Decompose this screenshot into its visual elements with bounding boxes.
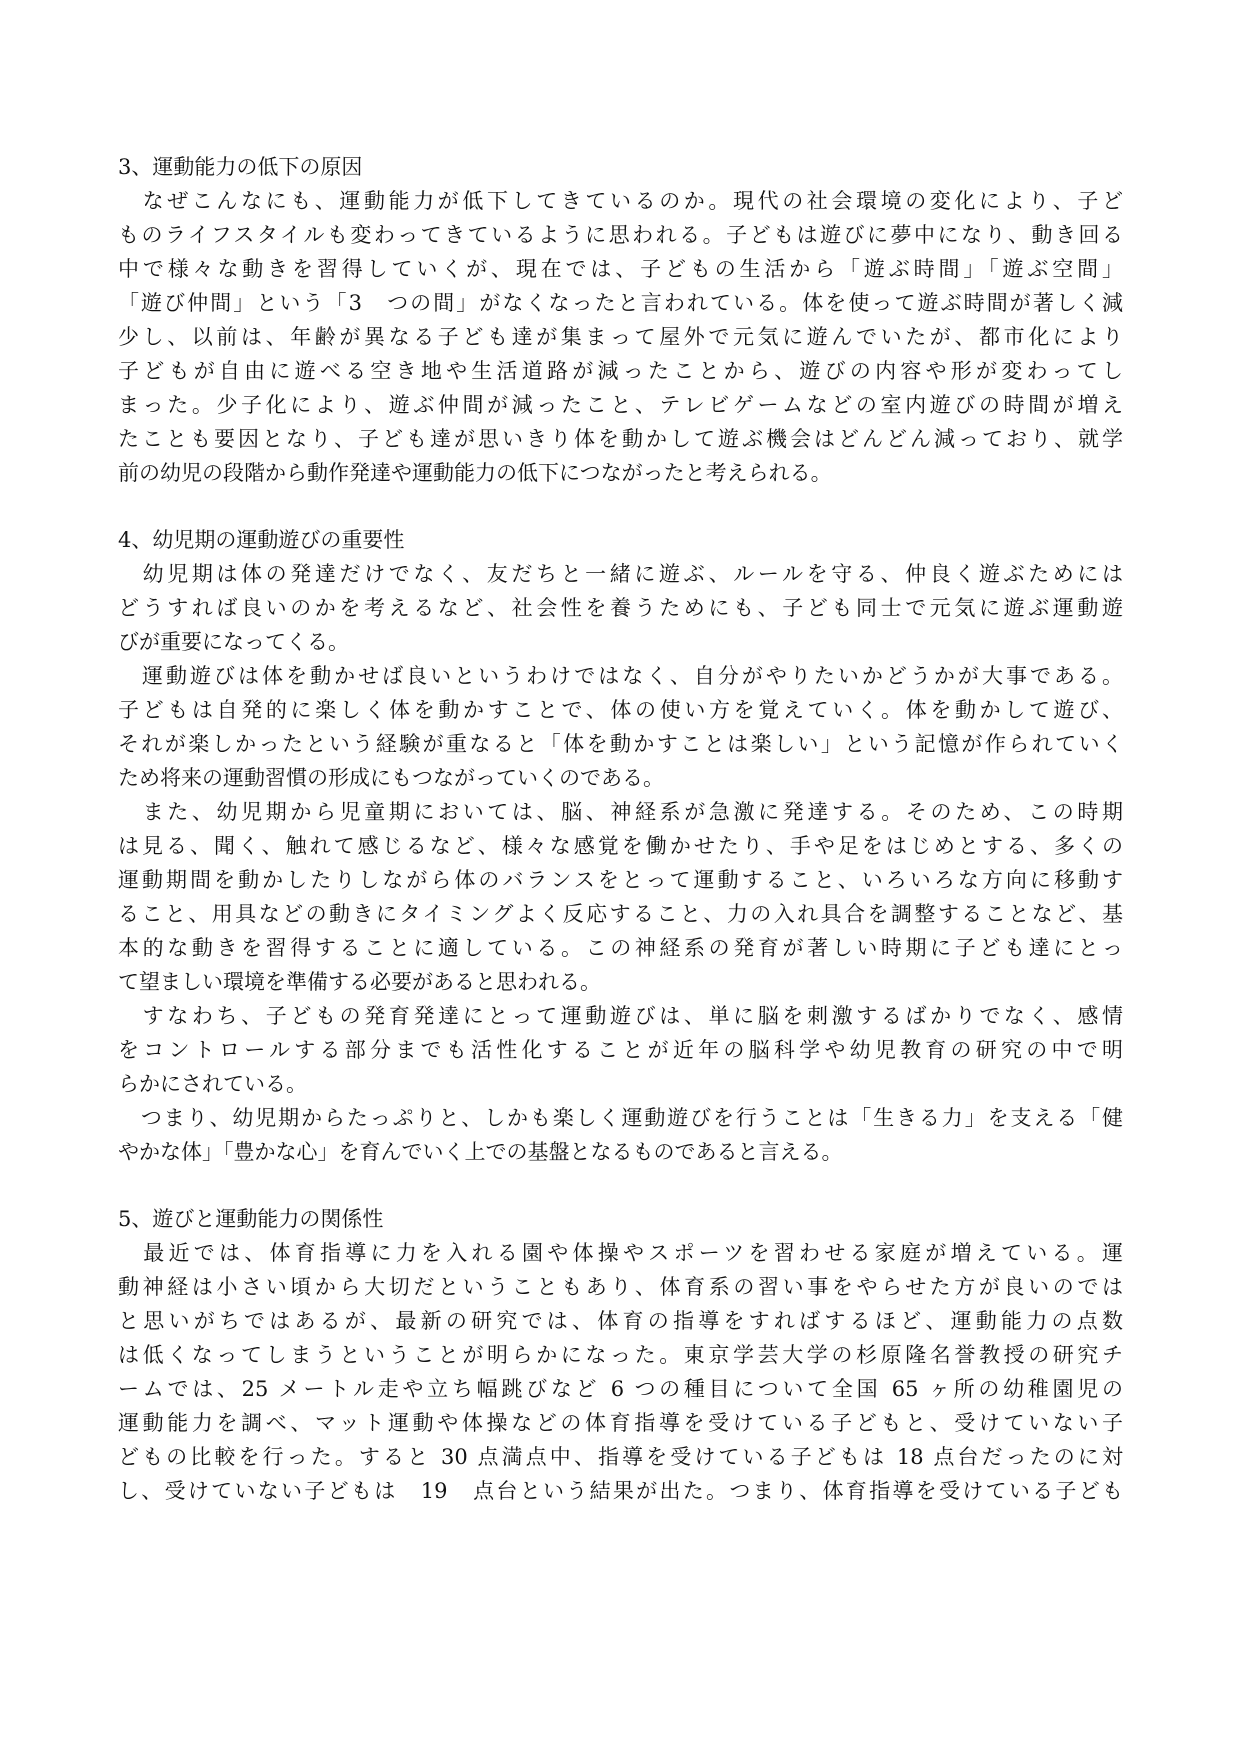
body-text-line: ため将来の運動習慣の形成にもつながっていくのである。 <box>118 766 664 790</box>
body-text-line: し、受けていない子どもは 19 点台という結果が出た。つまり、体育指導を受けている子ども <box>118 1479 1123 1503</box>
body-text-line: ものライフスタイルも変わってきているように思われる。子どもは遊びに夢中になり、動き回る <box>118 223 1123 247</box>
body-text-line: なぜこんなにも、運動能力が低下してきているのか。現代の社会環境の変化により、子ど <box>118 189 1123 213</box>
body-text-line: びが重要になってくる。 <box>118 630 349 654</box>
body-text-line: 幼児期は体の発達だけでなく、友だちと一緒に遊ぶ、ルールを守る、仲良く遊ぶためには <box>118 562 1123 586</box>
section-4 <box>118 523 1123 1169</box>
body-text-line: すなわち、子どもの発育発達にとって運動遊びは、単に脳を刺激するばかりでなく、感情 <box>118 1004 1123 1028</box>
body-text-line: 少し、以前は、年齢が異なる子ども達が集まって屋外で元気に遊んでいたが、都市化により <box>118 325 1123 349</box>
body-text-line: 子どもが自由に遊べる空き地や生活道路が減ったことから、遊びの内容や形が変わってし <box>118 359 1123 383</box>
body-text-line: ームでは、25 メートル走や立ち幅跳びなど 6 つの種目について全国 65 ヶ所の幼稚園児の <box>118 1377 1123 1401</box>
body-text-line: 本的な動きを習得することに適している。この神経系の発育が著しい時期に子ども達にとっ <box>118 936 1123 960</box>
section-3 <box>118 150 1123 490</box>
document-page <box>118 150 1123 1541</box>
body-text-line: 運動遊びは体を動かせば良いというわけではなく、自分がやりたいかどうかが大事である。 <box>118 664 1123 688</box>
section-heading: 4、幼児期の運動遊びの重要性 <box>118 528 405 552</box>
body-text-line: まった。少子化により、遊ぶ仲間が減ったこと、テレビゲームなどの室内遊びの時間が増え <box>118 393 1123 417</box>
body-text-line: 中で様々な動きを習得していくが、現在では、子どもの生活から「遊ぶ時間」「遊ぶ空間」 <box>118 257 1123 281</box>
body-text-line: 最近では、体育指導に力を入れる園や体操やスポーツを習わせる家庭が増えている。運 <box>118 1241 1123 1265</box>
body-text-line: 「遊び仲間」という「3 つの間」がなくなったと言われている。体を使って遊ぶ時間が著しく減 <box>118 291 1123 315</box>
body-text-line: て望ましい環境を準備する必要があると思われる。 <box>118 970 601 994</box>
body-text-line: ること、用具などの動きにタイミングよく反応すること、力の入れ具合を調整することなど、基 <box>118 902 1123 926</box>
body-text-line: 前の幼児の段階から動作発達や運動能力の低下につながったと考えられる。 <box>118 461 832 485</box>
body-text-line: は低くなってしまうということが明らかになった。東京学芸大学の杉原隆名誉教授の研究チ <box>118 1343 1123 1367</box>
body-text-line: どもの比較を行った。すると 30 点満点中、指導を受けている子どもは 18 点台だったのに対 <box>118 1445 1123 1469</box>
body-text-line: 動神経は小さい頃から大切だということもあり、体育系の習い事をやらせた方が良いのでは <box>118 1275 1123 1299</box>
body-text-line: をコントロールする部分までも活性化することが近年の脳科学や幼児教育の研究の中で明 <box>118 1038 1123 1062</box>
body-text-line: らかにされている。 <box>118 1072 307 1096</box>
section-heading: 5、遊びと運動能力の関係性 <box>118 1207 384 1231</box>
body-text-line: たことも要因となり、子ども達が思いきり体を動かして遊ぶ機会はどんどん減っており、就学 <box>118 427 1123 451</box>
body-text-line: また、幼児期から児童期においては、脳、神経系が急激に発達する。そのため、この時期 <box>118 800 1123 824</box>
section-heading: 3、運動能力の低下の原因 <box>118 155 363 179</box>
body-text-line: と思いがちではあるが、最新の研究では、体育の指導をすればするほど、運動能力の点数 <box>118 1309 1123 1333</box>
body-text-line: どうすれば良いのかを考えるなど、社会性を養うためにも、子ども同士で元気に遊ぶ運動遊 <box>118 596 1123 620</box>
body-text-line: 子どもは自発的に楽しく体を動かすことで、体の使い方を覚えていく。体を動かして遊び、 <box>118 698 1123 722</box>
body-text-line: それが楽しかったという経験が重なると「体を動かすことは楽しい」という記憶が作られていく <box>118 732 1123 756</box>
body-text-line: は見る、聞く、触れて感じるなど、様々な感覚を働かせたり、手や足をはじめとする、多くの <box>118 834 1123 858</box>
body-text-line: つまり、幼児期からたっぷりと、しかも楽しく運動遊びを行うことは「生きる力」を支える「健 <box>118 1106 1123 1130</box>
body-text-line: 運動期間を動かしたりしながら体のバランスをとって運動すること、いろいろな方向に移動す <box>118 868 1123 892</box>
body-text-line: やかな体」「豊かな心」を育んでいく上での基盤となるものであると言える。 <box>118 1140 843 1164</box>
body-text-line: 運動能力を調べ、マット運動や体操などの体育指導を受けている子どもと、受けていない子 <box>118 1411 1123 1435</box>
section-5 <box>118 1202 1123 1508</box>
